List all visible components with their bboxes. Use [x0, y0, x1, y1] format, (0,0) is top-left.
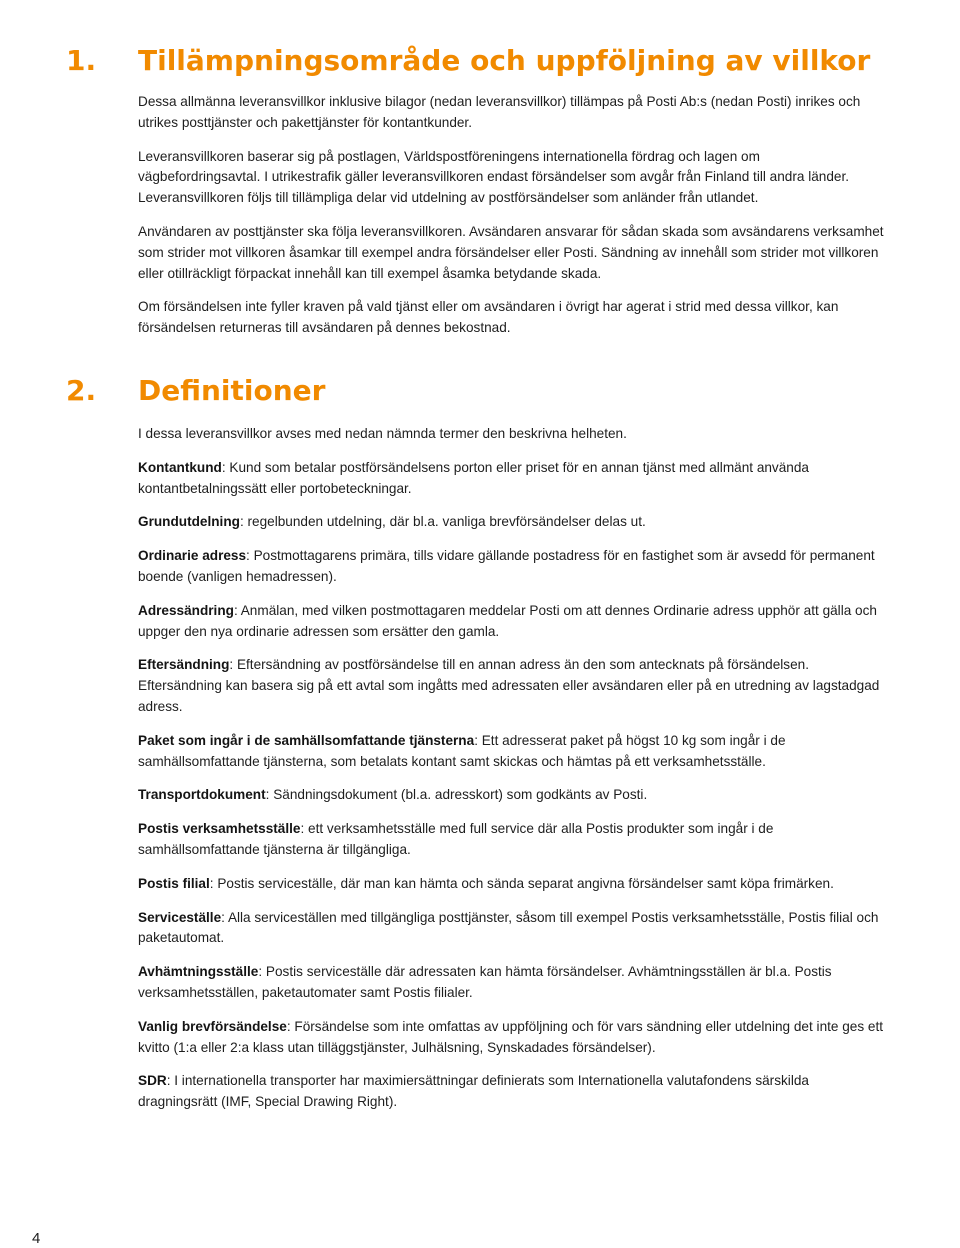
- section-definitions: [0, 374, 960, 1110]
- definition-text: : Ett adresserat paket på högst 10 kg som ingår i de samhällsomfattande tjänsterna, som betalats kontant samt skickas och hämtas på ett verksamhetsställe.: [138, 732, 786, 769]
- definition-item: [138, 908, 886, 950]
- definition-term: SDR: [138, 1073, 167, 1089]
- definition-term: Avhämtningsställe: [138, 964, 259, 980]
- definition-term: Grundutdelning: [138, 514, 240, 530]
- definition-term: Eftersändning: [138, 657, 230, 673]
- section-scope: [0, 44, 960, 336]
- section-number: 1.: [66, 44, 97, 77]
- definition-text: : regelbunden utdelning, där bl.a. vanliga brevförsändelser delas ut.: [239, 514, 646, 530]
- definition-text: : Postis serviceställe, där man kan hämta och sända separat angivna försändelser samt köpa frimärken.: [209, 875, 834, 891]
- definition-text: : Postis serviceställe där adressaten kan hämta försändelser. Avhämtningsställen är bl.a. Postis verksamhetsställen, paketautomater samt Postis filialer.: [138, 964, 832, 1000]
- definition-item: [138, 731, 886, 773]
- section-title: Definitioner: [138, 374, 326, 407]
- section-heading: [0, 374, 960, 414]
- section-body: [138, 92, 886, 352]
- section-heading: [0, 44, 960, 84]
- definition-text: : Sändningsdokument (bl.a. adresskort) som godkänts av Posti.: [265, 787, 648, 803]
- definition-text: : Anmälan, med vilken postmottagaren meddelar Posti om att dennes Ordinarie adress upphör att gälla och uppger den nya ordinarie adressen som ersätter den gamla.: [138, 602, 877, 639]
- definition-term: Serviceställe: [138, 909, 222, 925]
- definition-term: Vanlig brevförsändelse: [138, 1018, 287, 1034]
- definition-text: : I internationella transporter har maximiersättningar definierats som Internationella valutafondens särskilda dragningsrätt (IMF, Special Drawing Right).: [138, 1073, 809, 1110]
- definition-item: [138, 655, 886, 717]
- definition-text: : Alla serviceställen med tillgängliga posttjänster, såsom till exempel Postis verksamhetsställe, Postis filial och paketautomat.: [138, 909, 879, 946]
- definition-term: Transportdokument: [138, 787, 266, 803]
- definition-term: Ordinarie adress: [138, 548, 247, 564]
- definition-text: : Försändelse som inte omfattas av uppföljning och för vars sändning eller utdelning det inte ges ett kvitto (1:a eller 2:a klass utan tilläggstjänster, Julhälsning, Synskadades försändelser).: [138, 1018, 884, 1055]
- definition-item: [138, 819, 886, 861]
- definition-text: : ett verksamhetsställe med full service där alla Postis produkter som ingår i de samhällsomfattande tjänsterna är tillgängliga.: [138, 821, 774, 857]
- definition-item: [138, 785, 886, 806]
- intro-paragraph: I dessa leveransvillkor avses med nedan nämnda termer den beskrivna helheten.: [138, 426, 627, 441]
- section-title: Tillämpningsområde och uppföljning av villkor: [138, 44, 871, 77]
- definition-item: [138, 1017, 886, 1059]
- definition-item: [138, 546, 886, 588]
- paragraph: Dessa allmänna leveransvillkor inklusive bilagor (nedan leveransvillkor) tillämpas på Posti Ab:s (nedan Posti) inrikes och utrikes posttjänster och pakettjänster för kontantkunder.: [138, 94, 861, 130]
- definition-term: Adressändring: [138, 602, 234, 618]
- definition-item: [138, 458, 886, 500]
- definition-item: [138, 601, 886, 643]
- definition-term: Postis filial: [138, 875, 210, 891]
- section-body: [138, 424, 886, 1126]
- definition-item: [138, 874, 886, 895]
- definition-term: Paket som ingår i de samhällsomfattande tjänsterna: [138, 732, 475, 748]
- definition-text: : Eftersändning av postförsändelse till en annan adress än den som antecknats på försändelsen. Eftersändning kan basera sig på ett avtal som ingåtts med adressaten eller avsändaren eller på en utredning av lagstadgad adress.: [138, 657, 880, 714]
- definition-term: Postis verksamhetsställe: [138, 821, 301, 837]
- paragraph: Om försändelsen inte fyller kraven på vald tjänst eller om avsändaren i övrigt har agerat i strid med dessa villkor, kan försändelsen returneras till avsändaren på dennes bekostnad.: [138, 299, 839, 336]
- definition-text: : Postmottagarens primära, tills vidare gällande postadress för en fastighet som är avsedd för permanent boende (vanligen hemadressen).: [138, 548, 875, 584]
- section-number: 2.: [66, 374, 97, 407]
- definition-item: [138, 962, 886, 1004]
- paragraph: Användaren av posttjänster ska följa leveransvillkoren. Avsändaren ansvarar för sådan skada som avsändarens verksamhet som strider mot villkoren åsamkar till exempel andra försändelser eller Posti. Sändning av innehåll som strider mot villkoren eller otillräckligt förpackat innehåll kan till exempel åsamka betydande skada.: [138, 223, 884, 281]
- definition-item: [138, 512, 886, 533]
- paragraph: Leveransvillkoren baserar sig på postlagen, Världspostföreningens internationella fördrag och lagen om vägbefordringsavtal. I utrikestrafik gäller leveransvillkoren endast försändelser som avgår från Finland till andra länder. Leveransvillkoren följs till tillämpliga delar vid utdelning av postförsändelser som anländer från utlandet.: [138, 148, 850, 206]
- definition-text: : Kund som betalar postförsändelsens porton eller priset för en annan tjänst med allmänt använda kontantbetalningssätt eller portobeteckningar.: [138, 459, 809, 496]
- definition-item: [138, 1071, 886, 1113]
- definition-term: Kontantkund: [138, 459, 222, 475]
- page-number: 4: [32, 1230, 41, 1247]
